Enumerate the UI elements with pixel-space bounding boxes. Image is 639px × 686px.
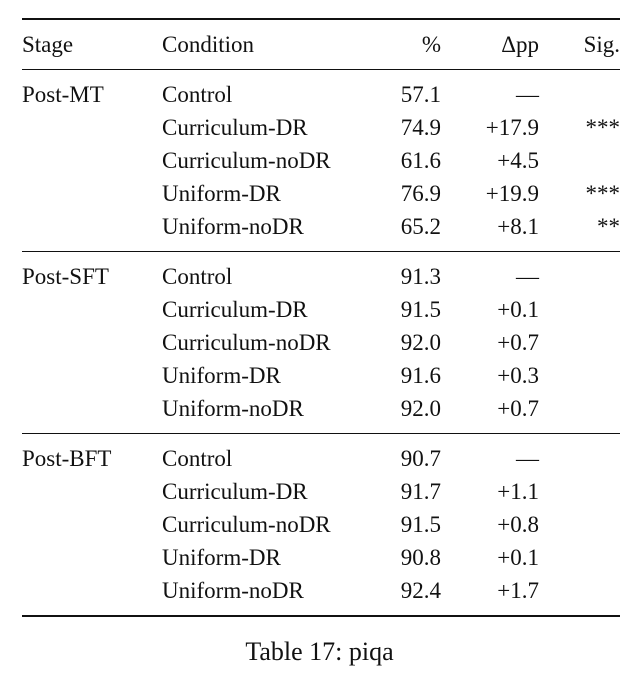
table-row [22,434,620,476]
table-header [22,19,620,70]
condition-cell: Curriculum-noDR [162,148,331,173]
percent-cell: 91.7 [400,479,441,504]
condition-cell: Uniform-noDR [162,396,304,421]
condition-cell: Curriculum-noDR [162,330,331,355]
percent-cell: 91.5 [400,512,441,537]
table-row [22,359,620,392]
significance-cell [539,508,620,541]
delta-cell: +1.7 [497,578,539,603]
delta-cell: — [516,264,539,289]
header-significance: Sig. [583,32,620,57]
delta-cell: +0.8 [497,512,539,537]
stage-group-post-sft [22,252,620,434]
condition-cell: Uniform-DR [162,363,281,388]
percent-cell: 91.3 [400,264,441,289]
significance-cell [539,475,620,508]
significance-cell: *** [585,115,620,140]
delta-cell: +0.7 [497,330,539,355]
header-stage: Stage [22,32,74,57]
header-condition: Condition [162,32,255,57]
percent-cell: 90.8 [400,545,441,570]
delta-cell: — [516,446,539,471]
header-row [22,19,620,70]
significance-cell [539,144,620,177]
delta-cell: +0.1 [497,545,539,570]
condition-cell: Curriculum-DR [162,115,308,140]
stage-group-post-bft [22,434,620,617]
significance-cell [539,70,620,112]
condition-cell: Control [162,446,233,471]
percent-cell: 92.0 [400,330,441,355]
significance-cell: ** [597,214,620,239]
delta-cell: +4.5 [497,148,539,173]
table-caption: Table 17: piqa [245,637,394,666]
table-row [22,70,620,112]
percent-cell: 76.9 [400,181,441,206]
significance-cell [539,326,620,359]
stage-label: Post-BFT [22,446,112,471]
table-row [22,252,620,294]
delta-cell: +8.1 [497,214,539,239]
table-row [22,326,620,359]
condition-cell: Control [162,82,233,107]
condition-cell: Uniform-DR [162,181,281,206]
condition-cell: Uniform-noDR [162,214,304,239]
table-row [22,392,620,434]
table-row [22,293,620,326]
percent-cell: 92.0 [400,396,441,421]
significance-cell [539,293,620,326]
percent-cell: 90.7 [400,446,441,471]
condition-cell: Curriculum-noDR [162,512,331,537]
significance-cell: *** [585,181,620,206]
percent-cell: 74.9 [400,115,441,140]
table-row [22,541,620,574]
table-row [22,144,620,177]
header-percent: % [421,32,441,57]
table-row [22,210,620,252]
results-table-container [22,18,620,617]
header-delta: Δpp [501,32,539,57]
significance-cell [539,359,620,392]
table-row [22,475,620,508]
delta-cell: — [516,82,539,107]
percent-cell: 91.6 [400,363,441,388]
stage-label: Post-SFT [22,264,109,289]
percent-cell: 57.1 [400,82,441,107]
table-row [22,574,620,616]
significance-cell [539,392,620,434]
condition-cell: Control [162,264,233,289]
condition-cell: Uniform-noDR [162,578,304,603]
stage-label: Post-MT [22,82,104,107]
significance-cell [539,252,620,294]
delta-cell: +0.7 [497,396,539,421]
percent-cell: 65.2 [400,214,441,239]
condition-cell: Curriculum-DR [162,297,308,322]
significance-cell [539,541,620,574]
delta-cell: +19.9 [485,181,539,206]
table-row [22,177,620,210]
table-row [22,111,620,144]
significance-cell [539,434,620,476]
stage-group-post-mt [22,70,620,252]
delta-cell: +0.1 [497,297,539,322]
delta-cell: +0.3 [497,363,539,388]
table-row [22,508,620,541]
condition-cell: Curriculum-DR [162,479,308,504]
percent-cell: 61.6 [400,148,441,173]
results-table [22,18,620,617]
percent-cell: 92.4 [400,578,441,603]
delta-cell: +17.9 [485,115,539,140]
significance-cell [539,574,620,616]
delta-cell: +1.1 [497,479,539,504]
percent-cell: 91.5 [400,297,441,322]
condition-cell: Uniform-DR [162,545,281,570]
